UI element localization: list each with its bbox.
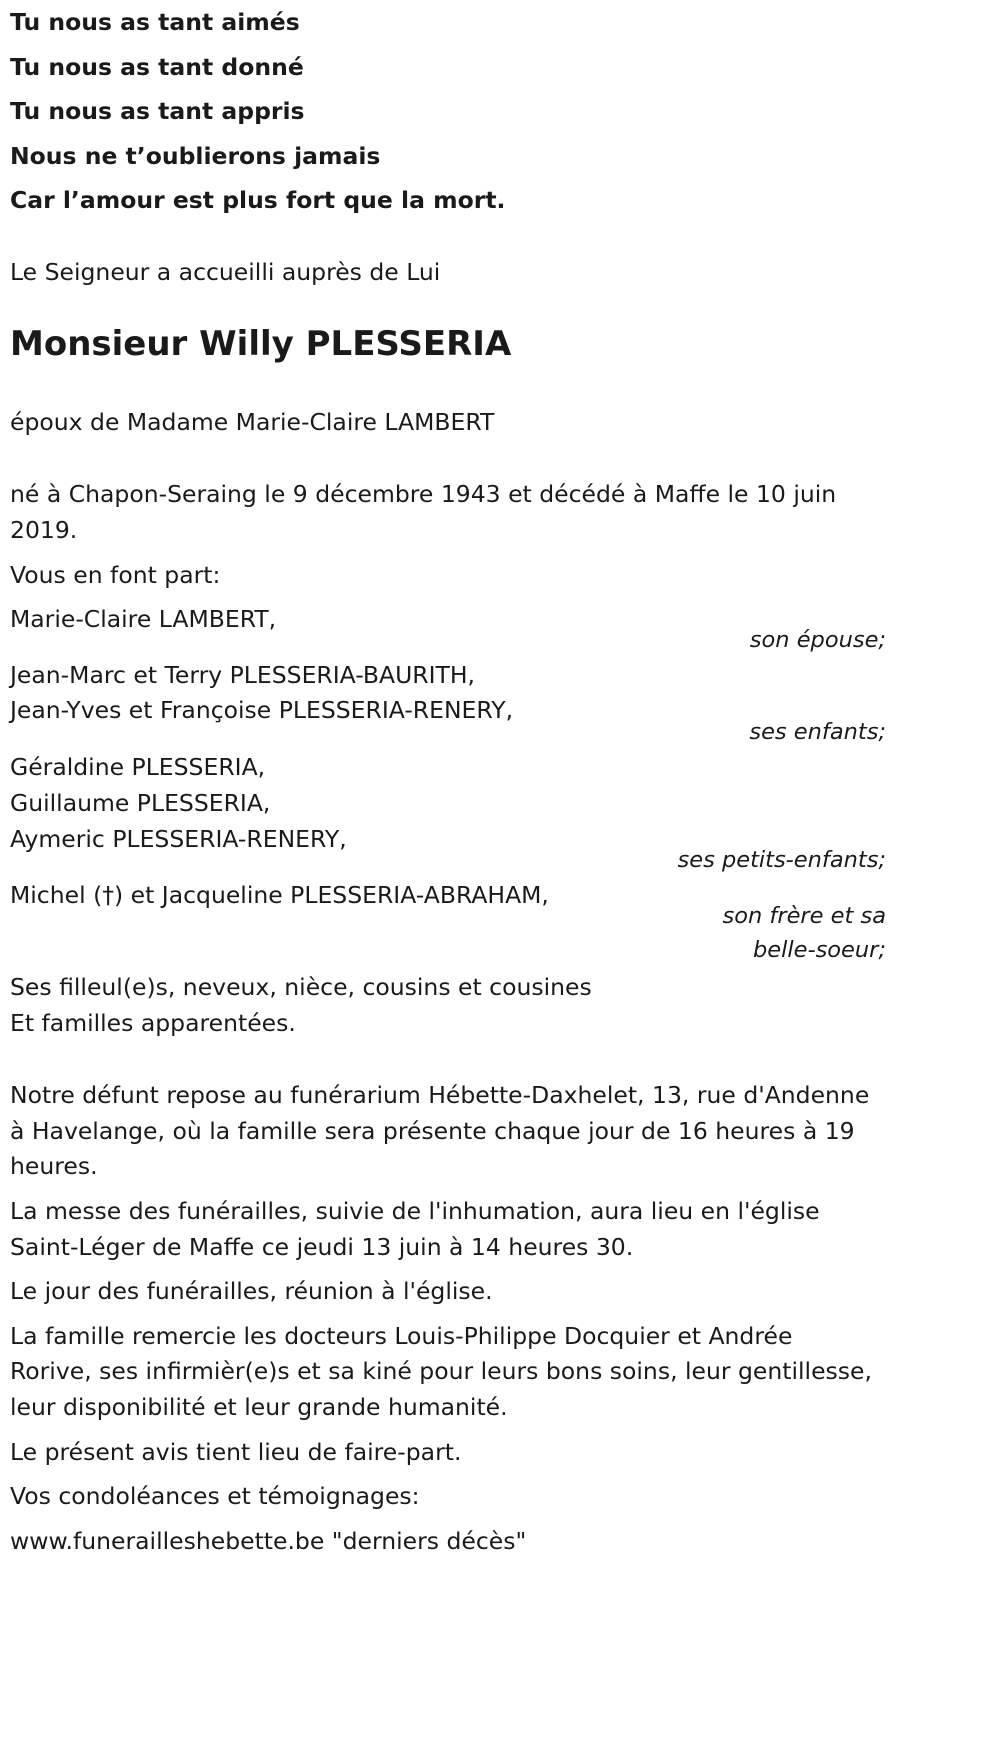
repose-line: à Havelange, où la famille sera présente chaque jour de 16 heures à 19	[10, 1117, 855, 1145]
reunion-line: Le jour des funérailles, réunion à l'église.	[10, 1277, 493, 1305]
birth-death-line: 2019.	[10, 516, 78, 544]
family-member: Marie-Claire LAMBERT,	[10, 605, 277, 633]
spouse-line: époux de Madame Marie-Claire LAMBERT	[10, 408, 495, 436]
relation-label: ses petits-enfants;	[677, 847, 886, 873]
repose-line: Notre défunt repose au funérarium Hébette-Daxhelet, 13, rue d'Andenne	[10, 1081, 870, 1109]
family-member: Aymeric PLESSERIA-RENERY,	[10, 825, 347, 853]
relation-label: ses enfants;	[749, 719, 886, 745]
relation-label: belle-soeur;	[752, 937, 886, 963]
deceased-name: Monsieur Willy PLESSERIA	[10, 324, 512, 364]
others-line: Et familles apparentées.	[10, 1009, 296, 1037]
intro-text: Le Seigneur a accueilli auprès de Lui	[10, 258, 441, 286]
family-member: Michel (†) et Jacqueline PLESSERIA-ABRAHAM,	[10, 881, 549, 909]
family-member: Guillaume PLESSERIA,	[10, 789, 271, 817]
thanks-line: La famille remercie les docteurs Louis-Philippe Docquier et Andrée	[10, 1322, 793, 1350]
poem-line: Car l’amour est plus fort que la mort.	[10, 186, 506, 214]
thanks-line: leur disponibilité et leur grande humanité.	[10, 1393, 508, 1421]
website-link[interactable]: www.funerailleshebette.be "derniers décès"	[10, 1527, 527, 1555]
repose-line: heures.	[10, 1152, 98, 1180]
thanks-line: Rorive, ses infirmièr(e)s et sa kiné pour leurs bons soins, leur gentillesse,	[10, 1357, 872, 1385]
poem-line: Tu nous as tant aimés	[10, 8, 300, 36]
others-line: Ses filleul(e)s, neveux, nièce, cousins et cousines	[10, 973, 592, 1001]
relation-label: son épouse;	[749, 627, 886, 653]
poem-line: Nous ne t’oublierons jamais	[10, 142, 381, 170]
condolences-line: Vos condoléances et témoignages:	[10, 1482, 420, 1510]
family-member: Jean-Yves et Françoise PLESSERIA-RENERY,	[10, 696, 514, 724]
messe-line: La messe des funérailles, suivie de l'inhumation, aura lieu en l'église	[10, 1197, 820, 1225]
family-member: Géraldine PLESSERIA,	[10, 753, 266, 781]
relation-label: son frère et sa	[722, 903, 886, 929]
announce-text: Vous en font part:	[10, 561, 221, 589]
birth-death-line: né à Chapon-Seraing le 9 décembre 1943 et décédé à Maffe le 10 juin	[10, 480, 837, 508]
messe-line: Saint-Léger de Maffe ce jeudi 13 juin à 14 heures 30.	[10, 1233, 634, 1261]
family-member: Jean-Marc et Terry PLESSERIA-BAURITH,	[10, 661, 476, 689]
poem-line: Tu nous as tant donné	[10, 53, 304, 81]
poem-line: Tu nous as tant appris	[10, 97, 305, 125]
faire-part-line: Le présent avis tient lieu de faire-part.	[10, 1438, 462, 1466]
